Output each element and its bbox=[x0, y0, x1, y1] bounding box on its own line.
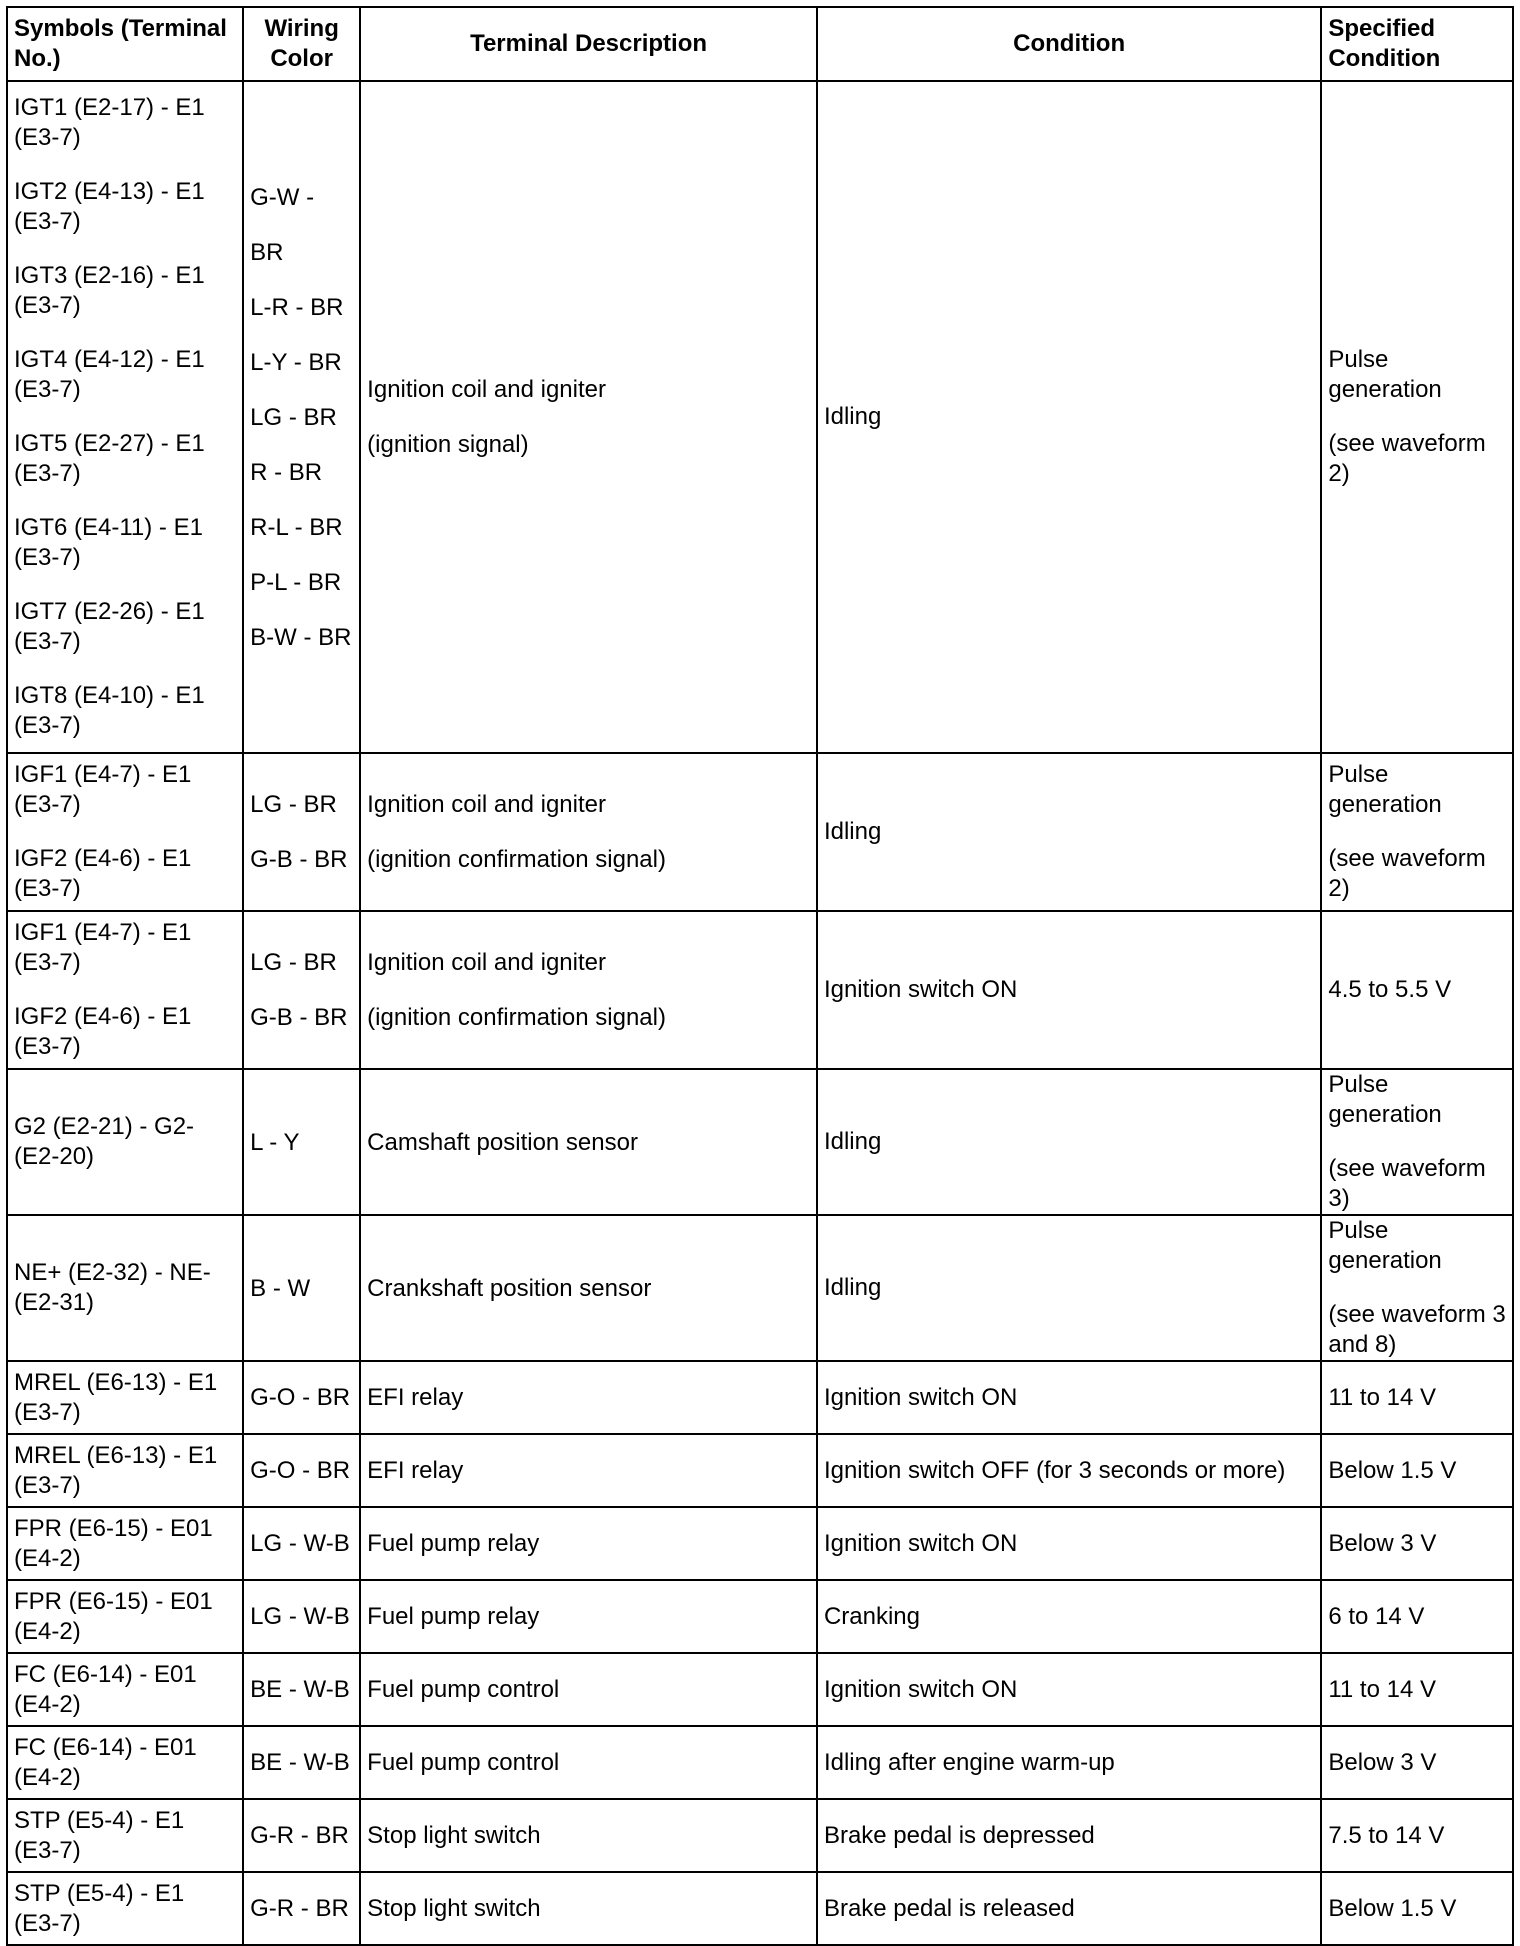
cell-condition: Ignition switch ON bbox=[817, 1653, 1321, 1726]
table-row bbox=[7, 1653, 1513, 1726]
table-row bbox=[7, 1434, 1513, 1507]
terminal-symbol: IGF1 (E4-7) - E1 (E3-7) bbox=[14, 761, 192, 818]
wiring-color: LG - BR bbox=[250, 949, 337, 976]
header-terminal-description: Terminal Description bbox=[360, 7, 817, 81]
table-row bbox=[7, 1799, 1513, 1872]
cell-condition: Idling bbox=[817, 81, 1321, 753]
cell-wiring: LG - W-B bbox=[243, 1507, 360, 1580]
specified-condition: Pulse generation bbox=[1328, 761, 1442, 818]
table-row bbox=[7, 81, 1513, 753]
terminal-symbol: IGF2 (E4-6) - E1 (E3-7) bbox=[14, 845, 192, 902]
cell-condition: Ignition switch ON bbox=[817, 911, 1321, 1069]
header-wiring-color: Wiring Color bbox=[243, 7, 360, 81]
cell-condition: Idling bbox=[817, 1069, 1321, 1215]
header-row bbox=[7, 7, 1513, 81]
cell-wiring: G-R - BR bbox=[243, 1799, 360, 1872]
terminal-description: Crankshaft position sensor bbox=[367, 1274, 652, 1302]
table-row bbox=[7, 1872, 1513, 1945]
cell-symbols: FC (E6-14) - E01 (E4-2) bbox=[7, 1726, 243, 1799]
terminal-description: Camshaft position sensor bbox=[367, 1128, 638, 1156]
cell-wiring: G-R - BR bbox=[243, 1872, 360, 1945]
cell-description: EFI relay bbox=[360, 1361, 817, 1434]
terminal-description: (ignition confirmation signal) bbox=[367, 846, 666, 873]
cell-specified: Below 3 V bbox=[1321, 1726, 1513, 1799]
specified-condition: (see waveform 2) bbox=[1328, 845, 1486, 902]
wiring-color: R - BR bbox=[250, 458, 323, 486]
terminal-symbol: IGF1 (E4-7) - E1 (E3-7) bbox=[14, 919, 192, 976]
cell-condition: Idling bbox=[817, 753, 1321, 911]
cell-condition: Idling bbox=[817, 1215, 1321, 1361]
cell-wiring bbox=[243, 911, 360, 1069]
table-row bbox=[7, 1361, 1513, 1434]
cell-wiring bbox=[243, 1069, 360, 1215]
cell-symbols bbox=[7, 911, 243, 1069]
cell-description bbox=[360, 911, 817, 1069]
cell-symbols: STP (E5-4) - E1 (E3-7) bbox=[7, 1799, 243, 1872]
terminal-symbol: IGT6 (E4-11) - E1 (E3-7) bbox=[14, 514, 203, 571]
cell-symbols: FPR (E6-15) - E01 (E4-2) bbox=[7, 1580, 243, 1653]
cell-condition: Cranking bbox=[817, 1580, 1321, 1653]
table-row bbox=[7, 1580, 1513, 1653]
cell-description: Fuel pump control bbox=[360, 1653, 817, 1726]
specified-condition: (see waveform 2) bbox=[1328, 430, 1486, 487]
wiring-color: LG - BR bbox=[250, 403, 337, 431]
cell-description bbox=[360, 1069, 817, 1215]
cell-condition: Brake pedal is released bbox=[817, 1872, 1321, 1945]
table-row bbox=[7, 1069, 1513, 1215]
cell-condition: Ignition switch ON bbox=[817, 1507, 1321, 1580]
cell-specified: 11 to 14 V bbox=[1321, 1361, 1513, 1434]
wiring-color: P-L - BR bbox=[250, 568, 342, 596]
cell-wiring bbox=[243, 81, 360, 753]
cell-specified: Below 1.5 V bbox=[1321, 1434, 1513, 1507]
specified-condition: Pulse generation bbox=[1328, 346, 1442, 403]
cell-wiring: BE - W-B bbox=[243, 1726, 360, 1799]
wiring-color: L-Y - BR bbox=[250, 348, 342, 376]
cell-wiring bbox=[243, 753, 360, 911]
header-specified-condition: Specified Condition bbox=[1321, 7, 1513, 81]
cell-symbols: STP (E5-4) - E1 (E3-7) bbox=[7, 1872, 243, 1945]
wiring-color: B - W bbox=[250, 1274, 311, 1302]
terminal-inspection-table bbox=[6, 6, 1514, 1946]
wiring-color: R-L - BR bbox=[250, 513, 343, 541]
cell-symbols: FPR (E6-15) - E01 (E4-2) bbox=[7, 1507, 243, 1580]
cell-condition: Brake pedal is depressed bbox=[817, 1799, 1321, 1872]
terminal-symbol: NE+ (E2-32) - NE- (E2-31) bbox=[14, 1259, 211, 1316]
cell-condition: Ignition switch OFF (for 3 seconds or more) bbox=[817, 1434, 1321, 1507]
cell-wiring bbox=[243, 1215, 360, 1361]
terminal-symbol: IGT2 (E4-13) - E1 (E3-7) bbox=[14, 178, 205, 235]
cell-specified: 6 to 14 V bbox=[1321, 1580, 1513, 1653]
specified-condition: Pulse generation bbox=[1328, 1217, 1442, 1274]
cell-symbols bbox=[7, 1215, 243, 1361]
cell-wiring: BE - W-B bbox=[243, 1653, 360, 1726]
terminal-symbol: IGT3 (E2-16) - E1 (E3-7) bbox=[14, 262, 205, 319]
cell-wiring: G-O - BR bbox=[243, 1434, 360, 1507]
terminal-description: Ignition coil and igniter bbox=[367, 376, 606, 403]
cell-specified: 7.5 to 14 V bbox=[1321, 1799, 1513, 1872]
cell-symbols bbox=[7, 81, 243, 753]
cell-symbols bbox=[7, 1069, 243, 1215]
cell-description bbox=[360, 753, 817, 911]
cell-specified bbox=[1321, 911, 1513, 1069]
specified-condition: (see waveform 3) bbox=[1328, 1155, 1486, 1212]
wiring-color: L-R - BR bbox=[250, 293, 344, 321]
cell-specified bbox=[1321, 1069, 1513, 1215]
wiring-color: LG - BR bbox=[250, 791, 337, 818]
terminal-symbol: IGT8 (E4-10) - E1 (E3-7) bbox=[14, 682, 205, 739]
table-row bbox=[7, 1215, 1513, 1361]
wiring-color: G-B - BR bbox=[250, 1004, 348, 1031]
table-row bbox=[7, 753, 1513, 911]
cell-description bbox=[360, 81, 817, 753]
specified-condition: (see waveform 3 and 8) bbox=[1328, 1301, 1506, 1358]
cell-specified bbox=[1321, 81, 1513, 753]
cell-symbols bbox=[7, 753, 243, 911]
wiring-color: L - Y bbox=[250, 1128, 300, 1156]
cell-symbols: FC (E6-14) - E01 (E4-2) bbox=[7, 1653, 243, 1726]
cell-description: Fuel pump control bbox=[360, 1726, 817, 1799]
terminal-symbol: IGF2 (E4-6) - E1 (E3-7) bbox=[14, 1003, 192, 1060]
cell-description: Stop light switch bbox=[360, 1799, 817, 1872]
cell-description: Stop light switch bbox=[360, 1872, 817, 1945]
header-symbols: Symbols (Terminal No.) bbox=[7, 7, 243, 81]
cell-specified: Below 3 V bbox=[1321, 1507, 1513, 1580]
table-row bbox=[7, 1726, 1513, 1799]
terminal-symbol: IGT5 (E2-27) - E1 (E3-7) bbox=[14, 430, 205, 487]
terminal-symbol: G2 (E2-21) - G2- (E2-20) bbox=[14, 1113, 195, 1170]
terminal-description: Ignition coil and igniter bbox=[367, 949, 606, 976]
cell-description: Fuel pump relay bbox=[360, 1580, 817, 1653]
specified-condition: Pulse generation bbox=[1328, 1071, 1442, 1128]
terminal-description: (ignition signal) bbox=[367, 431, 529, 458]
cell-specified: 11 to 14 V bbox=[1321, 1653, 1513, 1726]
cell-description: EFI relay bbox=[360, 1434, 817, 1507]
cell-specified bbox=[1321, 753, 1513, 911]
table-row bbox=[7, 911, 1513, 1069]
cell-condition: Idling after engine warm-up bbox=[817, 1726, 1321, 1799]
terminal-symbol: IGT7 (E2-26) - E1 (E3-7) bbox=[14, 598, 205, 655]
cell-specified: Below 1.5 V bbox=[1321, 1872, 1513, 1945]
table-row bbox=[7, 1507, 1513, 1580]
cell-specified bbox=[1321, 1215, 1513, 1361]
wiring-color: B-W - BR bbox=[250, 623, 352, 651]
wiring-color: G-B - BR bbox=[250, 846, 348, 873]
cell-wiring: LG - W-B bbox=[243, 1580, 360, 1653]
terminal-symbol: IGT4 (E4-12) - E1 (E3-7) bbox=[14, 346, 205, 403]
terminal-description: Ignition coil and igniter bbox=[367, 791, 606, 818]
cell-wiring: G-O - BR bbox=[243, 1361, 360, 1434]
cell-condition: Ignition switch ON bbox=[817, 1361, 1321, 1434]
wiring-color: G-W - BR bbox=[250, 183, 315, 266]
cell-description: Fuel pump relay bbox=[360, 1507, 817, 1580]
cell-description bbox=[360, 1215, 817, 1361]
terminal-description: (ignition confirmation signal) bbox=[367, 1004, 666, 1031]
cell-symbols: MREL (E6-13) - E1 (E3-7) bbox=[7, 1361, 243, 1434]
terminal-symbol: IGT1 (E2-17) - E1 (E3-7) bbox=[14, 94, 205, 151]
cell-symbols: MREL (E6-13) - E1 (E3-7) bbox=[7, 1434, 243, 1507]
header-condition: Condition bbox=[817, 7, 1321, 81]
specified-condition: 4.5 to 5.5 V bbox=[1328, 976, 1452, 1003]
